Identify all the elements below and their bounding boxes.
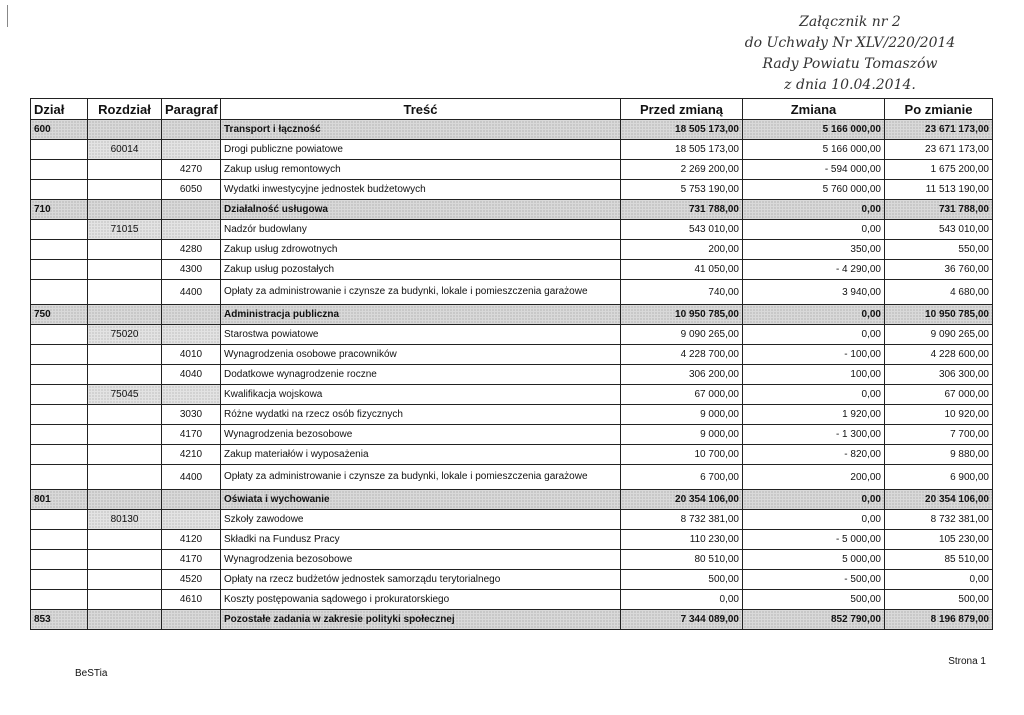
cell-dzial: 600 bbox=[31, 120, 88, 140]
column-header-zmiana: Zmiana bbox=[743, 99, 885, 120]
cell-przed-zmiana: 18 505 173,00 bbox=[621, 120, 743, 140]
cell-tresc: Dodatkowe wynagrodzenie roczne bbox=[221, 365, 621, 385]
table-row bbox=[31, 405, 993, 425]
footer-software-name: BeSTia bbox=[75, 668, 108, 679]
cell-dzial bbox=[31, 160, 88, 180]
cell-rozdzial bbox=[88, 570, 162, 590]
chapter-row bbox=[31, 140, 993, 160]
table-row bbox=[31, 425, 993, 445]
cell-zmiana: 500,00 bbox=[743, 590, 885, 610]
chapter-row bbox=[31, 325, 993, 345]
cell-rozdzial: 71015 bbox=[88, 220, 162, 240]
cell-paragraf: 4170 bbox=[162, 550, 221, 570]
cell-po-zmianie: 10 920,00 bbox=[885, 405, 993, 425]
cell-przed-zmiana: 740,00 bbox=[621, 280, 743, 305]
cell-po-zmianie: 8 196 879,00 bbox=[885, 610, 993, 630]
cell-rozdzial bbox=[88, 490, 162, 510]
cell-po-zmianie: 0,00 bbox=[885, 570, 993, 590]
cell-rozdzial bbox=[88, 465, 162, 490]
cell-rozdzial bbox=[88, 305, 162, 325]
cell-po-zmianie: 23 671 173,00 bbox=[885, 140, 993, 160]
cell-po-zmianie: 306 300,00 bbox=[885, 365, 993, 385]
cell-zmiana: - 100,00 bbox=[743, 345, 885, 365]
cell-po-zmianie: 105 230,00 bbox=[885, 530, 993, 550]
cell-przed-zmiana: 67 000,00 bbox=[621, 385, 743, 405]
cell-tresc: Kwalifikacja wojskowa bbox=[221, 385, 621, 405]
table-row bbox=[31, 345, 993, 365]
scan-margin-mark bbox=[7, 5, 8, 27]
cell-przed-zmiana: 4 228 700,00 bbox=[621, 345, 743, 365]
cell-paragraf: 4040 bbox=[162, 365, 221, 385]
table-row bbox=[31, 260, 993, 280]
cell-tresc: Administracja publiczna bbox=[221, 305, 621, 325]
cell-dzial bbox=[31, 550, 88, 570]
cell-po-zmianie: 8 732 381,00 bbox=[885, 510, 993, 530]
cell-przed-zmiana: 5 753 190,00 bbox=[621, 180, 743, 200]
cell-po-zmianie: 4 228 600,00 bbox=[885, 345, 993, 365]
section-row bbox=[31, 305, 993, 325]
cell-zmiana: 5 000,00 bbox=[743, 550, 885, 570]
cell-dzial bbox=[31, 240, 88, 260]
cell-dzial: 801 bbox=[31, 490, 88, 510]
cell-dzial bbox=[31, 590, 88, 610]
cell-tresc: Zakup usług pozostałych bbox=[221, 260, 621, 280]
section-row bbox=[31, 200, 993, 220]
section-row bbox=[31, 120, 993, 140]
column-header-po-zmianie: Po zmianie bbox=[885, 99, 993, 120]
cell-po-zmianie: 36 760,00 bbox=[885, 260, 993, 280]
page-number: Strona 1 bbox=[948, 656, 986, 667]
cell-rozdzial bbox=[88, 610, 162, 630]
cell-zmiana: 350,00 bbox=[743, 240, 885, 260]
cell-tresc: Zakup materiałów i wyposażenia bbox=[221, 445, 621, 465]
cell-po-zmianie: 67 000,00 bbox=[885, 385, 993, 405]
table-row bbox=[31, 445, 993, 465]
cell-zmiana: 0,00 bbox=[743, 510, 885, 530]
cell-rozdzial bbox=[88, 445, 162, 465]
cell-paragraf: 4300 bbox=[162, 260, 221, 280]
cell-zmiana: 0,00 bbox=[743, 200, 885, 220]
cell-przed-zmiana: 200,00 bbox=[621, 240, 743, 260]
cell-paragraf: 4400 bbox=[162, 465, 221, 490]
cell-po-zmianie: 731 788,00 bbox=[885, 200, 993, 220]
cell-zmiana: 1 920,00 bbox=[743, 405, 885, 425]
cell-paragraf: 4120 bbox=[162, 530, 221, 550]
handwritten-annotation bbox=[700, 12, 1000, 96]
cell-zmiana: 5 760 000,00 bbox=[743, 180, 885, 200]
table-row bbox=[31, 530, 993, 550]
cell-paragraf bbox=[162, 120, 221, 140]
cell-paragraf: 4610 bbox=[162, 590, 221, 610]
section-row bbox=[31, 490, 993, 510]
chapter-row bbox=[31, 385, 993, 405]
cell-dzial bbox=[31, 385, 88, 405]
cell-rozdzial bbox=[88, 530, 162, 550]
cell-rozdzial bbox=[88, 405, 162, 425]
cell-dzial bbox=[31, 530, 88, 550]
cell-przed-zmiana: 7 344 089,00 bbox=[621, 610, 743, 630]
cell-przed-zmiana: 10 700,00 bbox=[621, 445, 743, 465]
cell-przed-zmiana: 9 000,00 bbox=[621, 425, 743, 445]
cell-rozdzial: 75045 bbox=[88, 385, 162, 405]
cell-tresc: Koszty postępowania sądowego i prokuratorskiego bbox=[221, 590, 621, 610]
cell-rozdzial bbox=[88, 240, 162, 260]
cell-dzial bbox=[31, 345, 88, 365]
cell-tresc: Transport i łączność bbox=[221, 120, 621, 140]
cell-tresc: Różne wydatki na rzecz osób fizycznych bbox=[221, 405, 621, 425]
cell-przed-zmiana: 18 505 173,00 bbox=[621, 140, 743, 160]
annotation-line: Załącznik nr 2 bbox=[799, 14, 901, 30]
cell-paragraf: 6050 bbox=[162, 180, 221, 200]
cell-przed-zmiana: 80 510,00 bbox=[621, 550, 743, 570]
cell-tresc: Starostwa powiatowe bbox=[221, 325, 621, 345]
cell-zmiana: 0,00 bbox=[743, 490, 885, 510]
cell-dzial bbox=[31, 465, 88, 490]
cell-dzial: 750 bbox=[31, 305, 88, 325]
cell-po-zmianie: 550,00 bbox=[885, 240, 993, 260]
cell-rozdzial bbox=[88, 280, 162, 305]
annotation-line: Rady Powiatu Tomaszów bbox=[762, 56, 938, 72]
cell-zmiana: 0,00 bbox=[743, 305, 885, 325]
cell-paragraf: 4270 bbox=[162, 160, 221, 180]
cell-paragraf bbox=[162, 200, 221, 220]
cell-rozdzial bbox=[88, 260, 162, 280]
column-header-rozdzial: Rozdział bbox=[88, 99, 162, 120]
cell-dzial bbox=[31, 405, 88, 425]
cell-przed-zmiana: 10 950 785,00 bbox=[621, 305, 743, 325]
cell-zmiana: 200,00 bbox=[743, 465, 885, 490]
cell-przed-zmiana: 2 269 200,00 bbox=[621, 160, 743, 180]
table-row bbox=[31, 550, 993, 570]
cell-po-zmianie: 1 675 200,00 bbox=[885, 160, 993, 180]
cell-po-zmianie: 23 671 173,00 bbox=[885, 120, 993, 140]
cell-przed-zmiana: 306 200,00 bbox=[621, 365, 743, 385]
cell-paragraf: 4520 bbox=[162, 570, 221, 590]
table-body bbox=[31, 120, 993, 630]
cell-po-zmianie: 85 510,00 bbox=[885, 550, 993, 570]
cell-paragraf bbox=[162, 325, 221, 345]
cell-rozdzial bbox=[88, 425, 162, 445]
cell-paragraf bbox=[162, 385, 221, 405]
cell-zmiana: - 5 000,00 bbox=[743, 530, 885, 550]
cell-przed-zmiana: 110 230,00 bbox=[621, 530, 743, 550]
cell-rozdzial bbox=[88, 160, 162, 180]
cell-po-zmianie: 11 513 190,00 bbox=[885, 180, 993, 200]
cell-po-zmianie: 543 010,00 bbox=[885, 220, 993, 240]
chapter-row bbox=[31, 510, 993, 530]
cell-po-zmianie: 7 700,00 bbox=[885, 425, 993, 445]
column-header-dzial: Dział bbox=[31, 99, 88, 120]
cell-dzial bbox=[31, 140, 88, 160]
cell-tresc: Składki na Fundusz Pracy bbox=[221, 530, 621, 550]
cell-przed-zmiana: 8 732 381,00 bbox=[621, 510, 743, 530]
cell-tresc: Zakup usług zdrowotnych bbox=[221, 240, 621, 260]
cell-przed-zmiana: 0,00 bbox=[621, 590, 743, 610]
chapter-row bbox=[31, 220, 993, 240]
cell-rozdzial: 75020 bbox=[88, 325, 162, 345]
cell-tresc: Działalność usługowa bbox=[221, 200, 621, 220]
cell-rozdzial: 80130 bbox=[88, 510, 162, 530]
cell-dzial bbox=[31, 425, 88, 445]
cell-dzial bbox=[31, 220, 88, 240]
cell-paragraf: 3030 bbox=[162, 405, 221, 425]
cell-po-zmianie: 6 900,00 bbox=[885, 465, 993, 490]
cell-zmiana: 5 166 000,00 bbox=[743, 120, 885, 140]
cell-przed-zmiana: 6 700,00 bbox=[621, 465, 743, 490]
table-header-row bbox=[31, 99, 993, 120]
cell-paragraf: 4400 bbox=[162, 280, 221, 305]
annotation-line: z dnia 10.04.2014. bbox=[784, 77, 916, 93]
cell-przed-zmiana: 9 000,00 bbox=[621, 405, 743, 425]
cell-dzial: 853 bbox=[31, 610, 88, 630]
cell-dzial bbox=[31, 510, 88, 530]
cell-paragraf bbox=[162, 610, 221, 630]
cell-przed-zmiana: 9 090 265,00 bbox=[621, 325, 743, 345]
column-header-przed-zmiana: Przed zmianą bbox=[621, 99, 743, 120]
cell-dzial: 710 bbox=[31, 200, 88, 220]
cell-po-zmianie: 9 090 265,00 bbox=[885, 325, 993, 345]
cell-zmiana: - 500,00 bbox=[743, 570, 885, 590]
cell-tresc: Opłaty za administrowanie i czynsze za budynki, lokale i pomieszczenia garażowe bbox=[221, 280, 621, 305]
cell-rozdzial bbox=[88, 365, 162, 385]
cell-tresc: Szkoły zawodowe bbox=[221, 510, 621, 530]
table-row bbox=[31, 160, 993, 180]
cell-paragraf bbox=[162, 220, 221, 240]
cell-tresc: Wynagrodzenia bezosobowe bbox=[221, 425, 621, 445]
cell-paragraf: 4170 bbox=[162, 425, 221, 445]
cell-paragraf: 4210 bbox=[162, 445, 221, 465]
cell-przed-zmiana: 543 010,00 bbox=[621, 220, 743, 240]
cell-rozdzial bbox=[88, 550, 162, 570]
cell-rozdzial bbox=[88, 120, 162, 140]
table-row bbox=[31, 465, 993, 490]
cell-zmiana: - 4 290,00 bbox=[743, 260, 885, 280]
cell-tresc: Nadzór budowlany bbox=[221, 220, 621, 240]
cell-po-zmianie: 500,00 bbox=[885, 590, 993, 610]
table-row bbox=[31, 280, 993, 305]
cell-zmiana: - 1 300,00 bbox=[743, 425, 885, 445]
cell-zmiana: 3 940,00 bbox=[743, 280, 885, 305]
column-header-paragraf: Paragraf bbox=[162, 99, 221, 120]
table-row bbox=[31, 590, 993, 610]
cell-dzial bbox=[31, 570, 88, 590]
cell-paragraf bbox=[162, 140, 221, 160]
cell-tresc: Drogi publiczne powiatowe bbox=[221, 140, 621, 160]
cell-rozdzial bbox=[88, 200, 162, 220]
cell-paragraf: 4280 bbox=[162, 240, 221, 260]
cell-tresc: Wydatki inwestycyjne jednostek budżetowych bbox=[221, 180, 621, 200]
cell-tresc: Pozostałe zadania w zakresie polityki społecznej bbox=[221, 610, 621, 630]
cell-zmiana: 0,00 bbox=[743, 220, 885, 240]
cell-dzial bbox=[31, 180, 88, 200]
cell-po-zmianie: 20 354 106,00 bbox=[885, 490, 993, 510]
cell-paragraf bbox=[162, 305, 221, 325]
cell-rozdzial bbox=[88, 345, 162, 365]
cell-dzial bbox=[31, 445, 88, 465]
cell-po-zmianie: 4 680,00 bbox=[885, 280, 993, 305]
cell-rozdzial: 60014 bbox=[88, 140, 162, 160]
cell-zmiana: 0,00 bbox=[743, 385, 885, 405]
cell-po-zmianie: 10 950 785,00 bbox=[885, 305, 993, 325]
table-row bbox=[31, 180, 993, 200]
cell-dzial bbox=[31, 260, 88, 280]
cell-przed-zmiana: 20 354 106,00 bbox=[621, 490, 743, 510]
cell-tresc: Opłaty na rzecz budżetów jednostek samorządu terytorialnego bbox=[221, 570, 621, 590]
cell-paragraf: 4010 bbox=[162, 345, 221, 365]
budget-changes-table bbox=[30, 98, 993, 630]
cell-zmiana: - 820,00 bbox=[743, 445, 885, 465]
cell-przed-zmiana: 41 050,00 bbox=[621, 260, 743, 280]
cell-tresc: Zakup usług remontowych bbox=[221, 160, 621, 180]
cell-rozdzial bbox=[88, 180, 162, 200]
cell-tresc: Oświata i wychowanie bbox=[221, 490, 621, 510]
cell-tresc: Opłaty za administrowanie i czynsze za budynki, lokale i pomieszczenia garażowe bbox=[221, 465, 621, 490]
column-header-tresc: Treść bbox=[221, 99, 621, 120]
cell-paragraf bbox=[162, 490, 221, 510]
table-row bbox=[31, 570, 993, 590]
cell-rozdzial bbox=[88, 590, 162, 610]
cell-zmiana: 852 790,00 bbox=[743, 610, 885, 630]
annotation-line: do Uchwały Nr XLV/220/2014 bbox=[744, 35, 956, 51]
cell-dzial bbox=[31, 365, 88, 385]
cell-zmiana: - 594 000,00 bbox=[743, 160, 885, 180]
cell-zmiana: 100,00 bbox=[743, 365, 885, 385]
section-row bbox=[31, 610, 993, 630]
cell-zmiana: 5 166 000,00 bbox=[743, 140, 885, 160]
cell-dzial bbox=[31, 280, 88, 305]
cell-przed-zmiana: 500,00 bbox=[621, 570, 743, 590]
cell-dzial bbox=[31, 325, 88, 345]
cell-paragraf bbox=[162, 510, 221, 530]
cell-tresc: Wynagrodzenia bezosobowe bbox=[221, 550, 621, 570]
cell-przed-zmiana: 731 788,00 bbox=[621, 200, 743, 220]
cell-tresc: Wynagrodzenia osobowe pracowników bbox=[221, 345, 621, 365]
cell-zmiana: 0,00 bbox=[743, 325, 885, 345]
table-row bbox=[31, 240, 993, 260]
table-row bbox=[31, 365, 993, 385]
cell-po-zmianie: 9 880,00 bbox=[885, 445, 993, 465]
